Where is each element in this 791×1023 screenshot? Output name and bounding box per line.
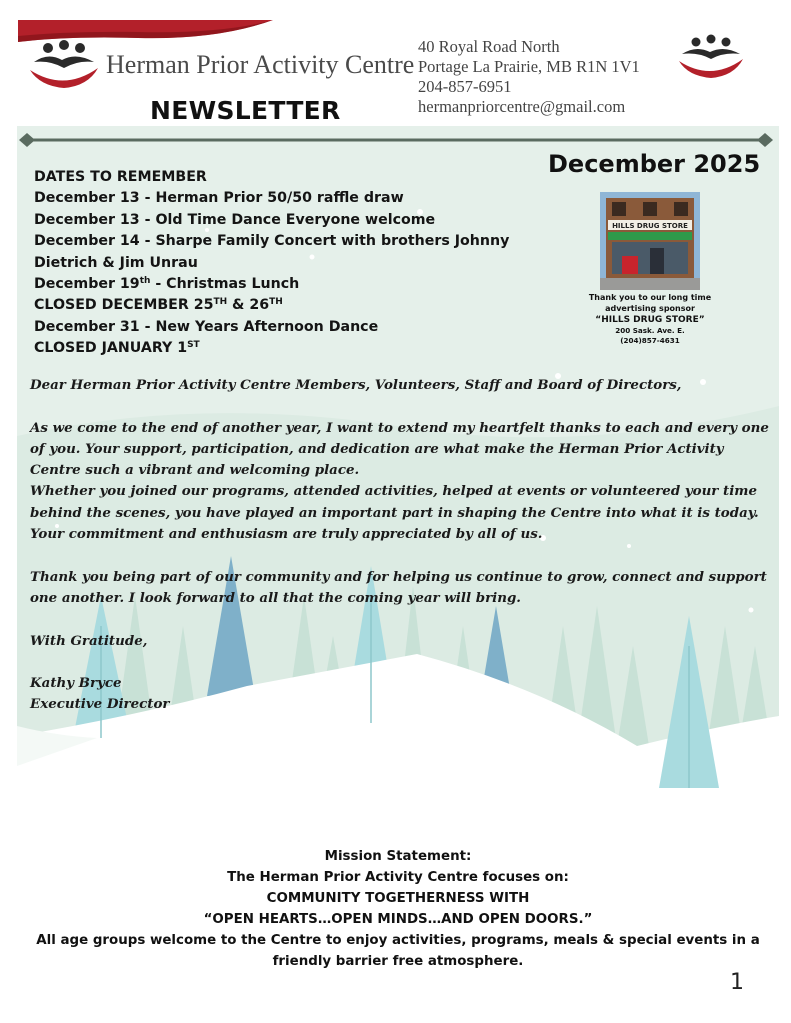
- issue-month-title: December 2025: [548, 150, 761, 178]
- street-address: 40 Royal Road North: [418, 37, 560, 56]
- sponsor-phone: (204)857-4631: [620, 336, 680, 345]
- mission-statement: [18, 846, 778, 972]
- hills-drug-store-photo: [600, 192, 700, 290]
- city-address: Portage La Prairie, MB R1N 1V1: [418, 57, 640, 76]
- organization-name: Herman Prior Activity Centre: [106, 50, 415, 79]
- phone-number: 204-857-6951: [418, 77, 512, 96]
- date-item: Dietrich & Jim Unrau: [34, 254, 198, 271]
- people-group-logo-icon: [676, 34, 746, 82]
- letter-closing: With Gratitude,: [30, 632, 148, 649]
- newsletter-title: NEWSLETTER: [150, 96, 341, 125]
- page-number: 1: [730, 970, 744, 995]
- signer-title: Executive Director: [30, 696, 170, 713]
- date-item: December 13 - Herman Prior 50/50 raffle draw: [34, 190, 404, 207]
- director-letter: [30, 375, 770, 716]
- date-item: CLOSED JANUARY 1ST: [34, 340, 200, 357]
- section-divider: [19, 133, 773, 147]
- date-item: December 19th - Christmas Lunch: [34, 276, 300, 293]
- date-item: December 31 - New Years Afternoon Dance: [34, 318, 379, 335]
- dates-heading: DATES TO REMEMBER: [34, 169, 207, 185]
- date-item: CLOSED DECEMBER 25TH & 26TH: [34, 297, 283, 314]
- mission-line: All age groups welcome to the Centre to enjoy activities, programs, meals & special events in a friendly barrier free atmosphere.: [36, 933, 760, 969]
- address-block: [418, 37, 640, 117]
- date-item: December 14 - Sharpe Family Concert with brothers Johnny: [34, 233, 510, 250]
- mission-line: “OPEN HEARTS…OPEN MINDS…AND OPEN DOORS.”: [203, 912, 593, 927]
- sponsor-thanks-line2: advertising sponsor: [605, 304, 695, 313]
- email-address[interactable]: hermanpriorcentre@gmail.com: [418, 97, 626, 116]
- sponsor-name: “HILLS DRUG STORE”: [595, 315, 705, 325]
- mission-line: The Herman Prior Activity Centre focuses on:: [227, 870, 569, 885]
- date-item: December 13 - Old Time Dance Everyone welcome: [34, 211, 436, 228]
- sponsor-thanks-line1: Thank you to our long time: [588, 293, 712, 302]
- letter-paragraph: Thank you being part of our community and for helping us continue to grow, connect and support one another. I look forward to all that the coming year will bring.: [30, 568, 767, 606]
- store-sign-text: HILLS DRUG STORE: [612, 222, 688, 230]
- dates-to-remember: [34, 167, 509, 360]
- sponsor-caption: [580, 292, 720, 346]
- mission-heading: Mission Statement:: [324, 849, 472, 864]
- mission-line: COMMUNITY TOGETHERNESS WITH: [266, 891, 530, 906]
- letter-salutation: Dear Herman Prior Activity Centre Members, Volunteers, Staff and Board of Directors,: [30, 377, 682, 393]
- signer-name: Kathy Bryce: [30, 675, 122, 692]
- letter-paragraph: Whether you joined our programs, attended activities, helped at events or volunteered your time behind the scenes, you have played an important part in shaping the Centre into what it is today. Your commitment and enthusiasm are truly appreciated by all of us.: [30, 483, 759, 543]
- people-group-logo-icon: [26, 40, 102, 92]
- sponsor-address: 200 Sask. Ave. E.: [615, 326, 685, 335]
- letter-paragraph: As we come to the end of another year, I want to extend my heartfelt thanks to each and every one of you. Your support, participation, and dedication are what make the Herman Prior Activity Centre such a vibrant and welcoming place.: [30, 419, 769, 479]
- header-swoosh: [18, 20, 273, 42]
